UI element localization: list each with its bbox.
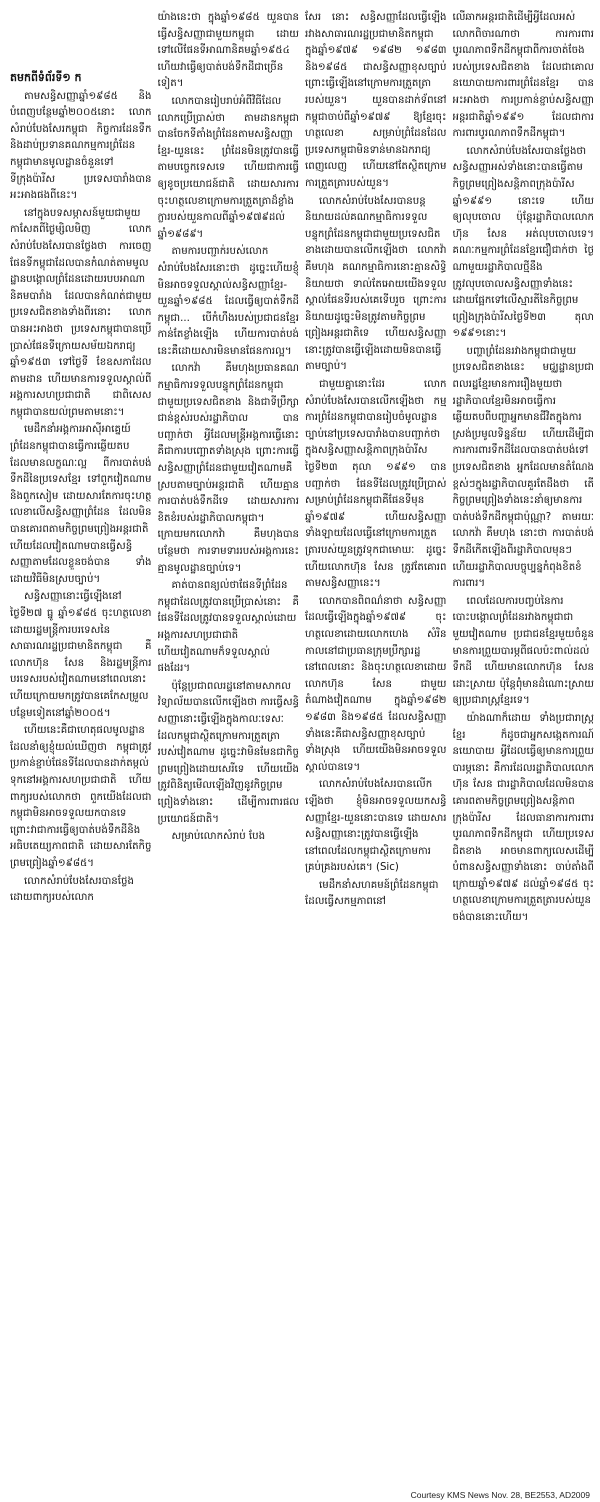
article-paragraph: លោកសំរាប់បែងសែរបានបន្តនិយាយដល់គណកម្មាធិការទទួលបន្ទុកព្រំដែនកម្ពុជាជាមួយប្រទេសជិតខាងដោយបានលើកឡើងថា លោកវ៉ា គឹមហុង គណកម្មាធិការនោះគ្មានសិទ្ធិនិយាយថា ទាល់តែអោយយើងទទួលស្គាល់ផែនទីរបស់គេទើបរួច ព្រោះការនិយាយដូច្នេះមិនត្រូវតាមកិច្ចព្រមព្រៀងអន្តរជាតិទេ ហើយសន្ធិសញ្ញានោះត្រូវបានធ្វើឡើងដោយមិនបានធ្វើតាមច្បាប់។ [305,195,447,373]
article-paragraph: សម្រាប់លោកសំរាប់ បែង [171,831,266,843]
article-columns [10,10,594,1484]
article-paragraph: មេដឹកនាំអង្គការអាស៊ីអាគ្នេយ៍ព្រំដែនកម្ពុជាបានធ្វើការឆ្លើយតប ដែលមានលក្ខណៈល្អ ពីការបាត់បង់ទឹកដីនៃប្រទេសខ្មែរ ទៅពួកវៀតណាមនិងពួកសៀម ដោយសារតែការចុះហត្ថលេខាលើសន្ធិសញ្ញាព្រំដែន ដែលមិនបានគោរពតាមកិច្ចព្រមព្រៀងអន្តរជាតិ ហើយដែលវៀតណាមបានធ្វើសន្ធិសញ្ញាតាមដែលខ្លួនចង់បាន ទាំងដោយវិធីមិនស្របច្បាប់។ [10,424,152,585]
article-paragraph: មេដឹកនាំសហគមន៍ព្រំដែនកម្ពុជា ដែលធ្វើសកម្មភាពនៅ [305,879,439,908]
article-paragraph: តាមការបញ្ជាក់របស់លោកសំរាប់បែងសែរនោះថា ដូច្នេះហើយខ្ញុំមិនអាចទទួលស្គាល់សន្ធិសញ្ញាខ្មែរ-យួនឆ្នាំ១៩៨៥ ដែលធ្វើឲ្យបាត់ទឹកដីកម្ពុជា... បើកំហឹងរបស់ប្រជាជនខ្មែរកាន់តែខ្លាំងឡើង ហើយការបាត់បង់នេះគឺដោយសារមិនមានផែនការល្អ។ [157,246,299,357]
continued-from-heading: តមកពីទំព័រទី១ ក [10,71,82,84]
article-paragraph: លោកសំរាប់បែងសែរបានថ្លែងដោយពាក្យរបស់លោក [10,875,134,904]
article-paragraph: ពេលដែលការបញ្ចប់នៃការបោះបង្គោលព្រំដែនរវាងកម្ពុជាជាមួយវៀតណាម ប្រជាជនខ្មែរមួយចំនួនមានការព្រួយបារម្ភពីផលប៉ះពាល់ដល់ទឹកដី ហើយមានលោកហ៊ុន សែន ដោះស្រាយ ប៉ុន្តែពុំមានដំណោះស្រាយឲ្យប្រជារាស្ត្រខ្មែរទេ។ [452,595,594,707]
article-paragraph: ហើយនេះគឺជាហេតុផលមូលដ្ឋានដែលនាំឲ្យខ្ញុំយល់ឃើញថា កម្ពុជាត្រូវប្រកាន់ខ្ជាប់ផែនទីដែលបានដាក់តម្កល់ទុកនៅអង្គការសហប្រជាជាតិ ហើយពាក្យរបស់លោកថា ពួកយើងដែលជាកម្ពុជាមិនអាចទទួលយកបានទេ ព្រោះវាជាការធ្វើឲ្យបាត់បង់ទឹកដីនិងអធិបតេយ្យភាពជាតិ ដោយសារតែកិច្ចព្រមព្រៀងឆ្នាំ១៩៨៥។ [10,725,152,869]
article-column-4 [453,10,595,1484]
article-paragraph: លោកបានរៀបរាប់អំពីវិធីដែលលោកប្រើប្រាស់ថា តាមដានកម្ពុជាបានចែកទីតាំងព្រំដែនតាមសន្ធិសញ្ញាខ្មែរ-យួននេះ ព្រំដែនមិនត្រូវបានធ្វើតាមបច្ចេកទេសទេ ហើយជាការធ្វើឲ្យខូចប្រយោជន៍ជាតិ ដោយសារការចុះហត្ថលេខាក្រោមការត្រួតត្រាដ៏ខ្លាំងក្លារបស់យួនកាលពីឆ្នាំ១៩៧៩ដល់ឆ្នាំ១៩៨៩។ [157,95,299,240]
article-paragraph: គាត់បានពន្យល់ថាផែនទីព្រំដែនកម្ពុជាដែលត្រូវបានប្រើប្រាស់នោះ គឺផែនទីដែលត្រូវបានទទួលស្គាល់ដោយអង្គការសហប្រជាជាតិ ហើយវៀតណាមក៏ទទួលស្គាល់ផងដែរ។ [157,580,299,675]
article-paragraph: សន្ធិសញ្ញានោះធ្វើឡើងនៅថ្ងៃទី២៧ ធ្នូ ឆ្នាំ១៩៨៥ ចុះហត្ថលេខាដោយរដ្ឋមន្ត្រីការបរទេសនៃសាធារណរដ្ឋប្រជាមានិតកម្ពុជា គឺលោកហ៊ុន សែន និងរដ្ឋមន្ត្រីការបរទេសរបស់វៀតណាមនៅពេលនោះ ហើយក្រោយមកត្រូវបានគេកែសម្រួលបន្ថែមទៀតនៅឆ្នាំ២០០៥។ [10,591,152,719]
article-column-1 [10,10,152,1484]
article-column-2 [158,10,300,1484]
article-column-3 [305,10,447,1484]
article-paragraph: តាមសន្ធិសញ្ញាឆ្នាំ១៩៨៥ និងបំពេញបន្ថែមឆ្នាំ២០០៥នោះ លោកសំរាប់បែងសែរកម្ពុជា កិច្ចការដែនទឹក និងដាប់ប្រទានគណកម្មការព្រំដែនកម្ពុជាមានមូលដ្ឋានចំនួនទៅទីក្រុងប៉ារីស ប្រទេសបារាំងបានអះអាងផងពីនេះ។ [10,90,152,202]
article-paragraph: លើឆាកអន្តរជាតិដើម្បីអ្វីដែលអស់លោកពិចារណាថា ការការពារបូរណភាពទឹកដីកម្ពុជាពីការចាត់ចែងរបស់ប្រទេសជិតខាង ដែលជាគោលនយោបាយការពារព្រំដែនខ្មែរ បានអះអាងថា ការប្រកាន់ខ្ជាប់សន្ធិសញ្ញាអន្តរជាតិឆ្នាំ១៩៩១ ដែលជាការការពារបូរណភាពទឹកដីកម្ពុជា។ [452,12,594,140]
source-credit: Courtesy KMS News Nov. 28, BE2553, AD2009 [410,1490,590,1500]
article-paragraph: លោកបានពិពណ៌នាថា សន្ធិសញ្ញាដែលធ្វើឡើងក្នុងឆ្នាំ១៩៧៩ ចុះហត្ថលេខាដោយលោកហេង សំរិន កាលនៅជាប្រធានក្រុមប្រឹក្សារដ្ឋនៅពេលនោះ និងចុះហត្ថលេខាដោយលោកហ៊ុន សែន ជាមួយតំណាងវៀតណាម ក្នុងឆ្នាំ១៩៨២ ១៩៨៣ និង១៩៨៥ ដែលសន្ធិសញ្ញាទាំងនេះគឺជាសន្ធិសញ្ញាខុសច្បាប់ទាំងស្រុង ហើយយើងមិនអាចទទួលស្គាល់បានទេ។ [305,595,447,773]
article-paragraph: បញ្ហាព្រំដែនរវាងកម្ពុជាជាមួយប្រទេសជិតខាងនេះ មជ្ឈដ្ឋានប្រជាពលរដ្ឋខ្មែរមានការរឿងមួយថា រដ្ឋាភិបាលខ្មែរមិនអាចធ្វើការឆ្លើយតបពីបញ្ហាអ្នកមានជីវិតក្នុងការស្រង់ប្រមូលទិន្នន័យ ហើយដើម្បីជាការការពារទឹកដីដែលបានបាត់បង់ទៅប្រទេសជិតខាង អ្នកដែលមានតំណែងខ្ពស់ៗក្នុងរដ្ឋាភិបាលគួរតែដឹងថា តើកិច្ចព្រមព្រៀងទាំងនេះនាំឲ្យមានការបាត់បង់ទឹកដីកម្ពុជាប៉ុណ្ណា? តាមរយៈលោកវ៉ា គឹមហុង នោះថា ការបាត់បង់ទឹកដីកើតឡើងពីរដ្ឋាភិបាលមុនៗ ហើយរដ្ឋាភិបាលបច្ចុប្បន្នកំពុងខិតខំការពារ។ [452,345,594,590]
article-paragraph: យ៉ាងនេះថា ក្នុងឆ្នាំ១៩៨៥ យួនបានធ្វើសន្ធិសញ្ញាជាមួយកម្ពុជា ដោយទៅលើផែនទីអាណានិគមឆ្នាំ១៩៥៤ ហើយវាធ្វើឲ្យបាត់បង់ទឹកដីជាច្រើនទៀត។ [157,12,299,90]
article-paragraph: យ៉ាងណាក៏ដោយ ទាំងប្រជារាស្ត្រខ្មែរ ក៏ដូចជាអ្នកសង្កេតការណ៍នយោបាយ អ្វីដែលធ្វើឲ្យមានការព្រួយបារម្ភនោះ គឺការដែលរដ្ឋាភិបាលលោកហ៊ុន សែន ជារដ្ឋាភិបាលដែលមិនបានគោរពតាមកិច្ចព្រមព្រៀងសន្តិភាពក្រុងប៉ារីស ដែលធានាការការពារបូរណភាពទឹកដីកម្ពុជា ហើយប្រទេសជិតខាង អាចមានពាក្យលេសដើម្បីបំពានសន្ធិសញ្ញាទាំងនោះ ចាប់តាំងពីក្រោយឆ្នាំ១៩៧៩ ដល់ឆ្នាំ១៩៨៥ ចុះហត្ថលេខាក្រោមការត្រួតត្រារបស់យួន ចង់បាននោះហើយ។ [452,712,594,924]
article-paragraph: ជាមួយគ្នានោះដែរ លោកសំរាប់បែងសែរបានលើកឡើងថា កម្មការព្រំដែនកម្ពុជាបានរៀបចំមូលដ្ឋានច្បាប់នៅប្រទេសបារាំងបានបញ្ជាក់ថា ក្នុងសន្ធិសញ្ញាសន្តិភាពក្រុងប៉ារីសថ្ងៃទី២៣ តុលា ១៩៩១ បានបញ្ជាក់ថា ផែនទីដែលត្រូវប្រើប្រាស់សម្រាប់ព្រំដែនកម្ពុជាគឺផែនទីមុនឆ្នាំ១៩៧៩ ហើយសន្ធិសញ្ញាទាំងឡាយដែលធ្វើនៅក្រោមការត្រួតត្រារបស់យួនត្រូវទុកជាមោឃៈ ដូច្នេះហើយលោកហ៊ុន សែន ត្រូវតែគោរពតាមសន្ធិសញ្ញានេះ។ [305,379,447,590]
article-paragraph: លោកសំរាប់បែងសែរបានថ្លែងថា សន្ធិសញ្ញាអស់ទាំងនោះបានធ្វើតាមកិច្ចព្រមព្រៀងសន្តិភាពក្រុងប៉ារីសឆ្នាំ១៩៩១ នោះទេ ហើយឲ្យលុបចោល ប៉ុន្តែរដ្ឋាភិបាលលោកហ៊ុន សែន អត់លុបចោលទេ។ គណៈកម្មការព្រំដែនខ្មែរជឿជាក់ថា ថ្ងៃណាមួយរដ្ឋាភិបាលថ្មីនឹងត្រូវលុបចោលសន្ធិសញ្ញាទាំងនេះ ដោយផ្អែកទៅលើស្មារតីនៃកិច្ចព្រមព្រៀងក្រុងប៉ារីសថ្ងៃទី២៣ តុលា ១៩៩១នោះ។ [452,145,594,340]
article-paragraph: ប៉ុន្តែប្រជាពលរដ្ឋនៅតាមសាកលវិទ្យាល័យបានលើកឡើងថា ការធ្វើសន្ធិសញ្ញានោះធ្វើឡើងក្នុងកាលៈទេសៈដែលកម្ពុជាស្ថិតក្រោមការត្រួតត្រារបស់វៀតណាម ដូច្នេះវាមិនមែនជាកិច្ចព្រមព្រៀងដោយសេរីទេ ហើយយើងត្រូវពិនិត្យមើលឡើងវិញនូវកិច្ចព្រមព្រៀងទាំងនោះ ដើម្បីការពារផលប្រយោជន៍ជាតិ។ [157,680,299,825]
article-paragraph: សែរ នោះ សន្ធិសញ្ញាដែលធ្វើឡើងរវាងសាធារណរដ្ឋប្រជាមានិតកម្ពុជាក្នុងឆ្នាំ១៩៧៩ ១៩៨២ ១៩៨៣ និង១៩៨៥ ជាសន្ធិសញ្ញាខុសច្បាប់ ព្រោះធ្វើឡើងនៅក្រោមការត្រួតត្រារបស់យួន។ យួនបានដាក់ទ័ពនៅកម្ពុជាចាប់ពីឆ្នាំ១៩៧៩ ឱ្យខ្មែរចុះហត្ថលេខា សម្រាប់ព្រំដែនដែលប្រទេសកម្ពុជាមិនទាន់មានឯករាជ្យពេញលេញ ហើយនៅតែស្ថិតក្រោមការត្រួតត្រារបស់យួន។ [305,12,447,189]
article-paragraph: នៅក្នុងបទសម្ភាសន៍មួយជាមួយកាសែតពីថ្ងៃម្សិលមិញ លោកសំរាប់បែងសែរបានថ្លែងថា ការចេញផែនទីកម្ពុជាដែលបានកំណត់តាមមូលដ្ឋានបង្គោលព្រំដែនដោយរបបអាណានិគមបារាំង ដែលបានកំណត់ជាមួយប្រទេសជិតខាងទាំងពីរនោះ លោកបានអះអាងថា ប្រទេសកម្ពុជាបានប្រើប្រាស់ផែនទីក្រោយសម័យឯករាជ្យឆ្នាំ១៩៥៣ ទៅថ្ងៃទី ខែឧសភាដែលតាមដាន ហើយមានការទទួលស្គាល់ពីអង្គការសហប្រជាជាតិ ជាពិសេសកម្ពុជាបានយល់ព្រមតាមនោះ។ [10,207,152,418]
article-paragraph: លោកវ៉ា គឹមហុងប្រធានគណកម្មាធិការទទួលបន្ទុកព្រំដែនកម្ពុជា ជាមួយប្រទេសជិតខាង និងជាទីប្រឹក្សាជាន់ខ្ពស់របស់រដ្ឋាភិបាល បានបញ្ជាក់ថា អ្វីដែលមន្ត្រីអង្គការធ្វើនោះ គឺជាការបញ្ឆោតទាំងស្រុង ព្រោះការធ្វើសន្ធិសញ្ញាព្រំដែនជាមួយវៀតណាមគឺស្របតាមច្បាប់អន្តរជាតិ ហើយគ្មានការបាត់បង់ទឹកដីទេ ដោយសារការខិតខំរបស់រដ្ឋាភិបាលកម្ពុជា។ ក្រោយមកលោកវ៉ា គឹមហុងបានបន្ថែមថា ការទាមទាររបស់អង្គការនេះគ្មានមូលដ្ឋានច្បាប់ទេ។ [157,363,299,574]
article-paragraph: លោកសំរាប់បែងសែរបានលើកឡើងថា ខ្ញុំមិនអាចទទួលយកសន្ធិសញ្ញាខ្មែរ-យួននោះបានទេ ដោយសារសន្ធិសញ្ញានោះត្រូវបានធ្វើឡើងនៅពេលដែលកម្ពុជាស្ថិតក្រោមការគ្រប់គ្រងរបស់គេ។ (Sic) [305,779,447,874]
